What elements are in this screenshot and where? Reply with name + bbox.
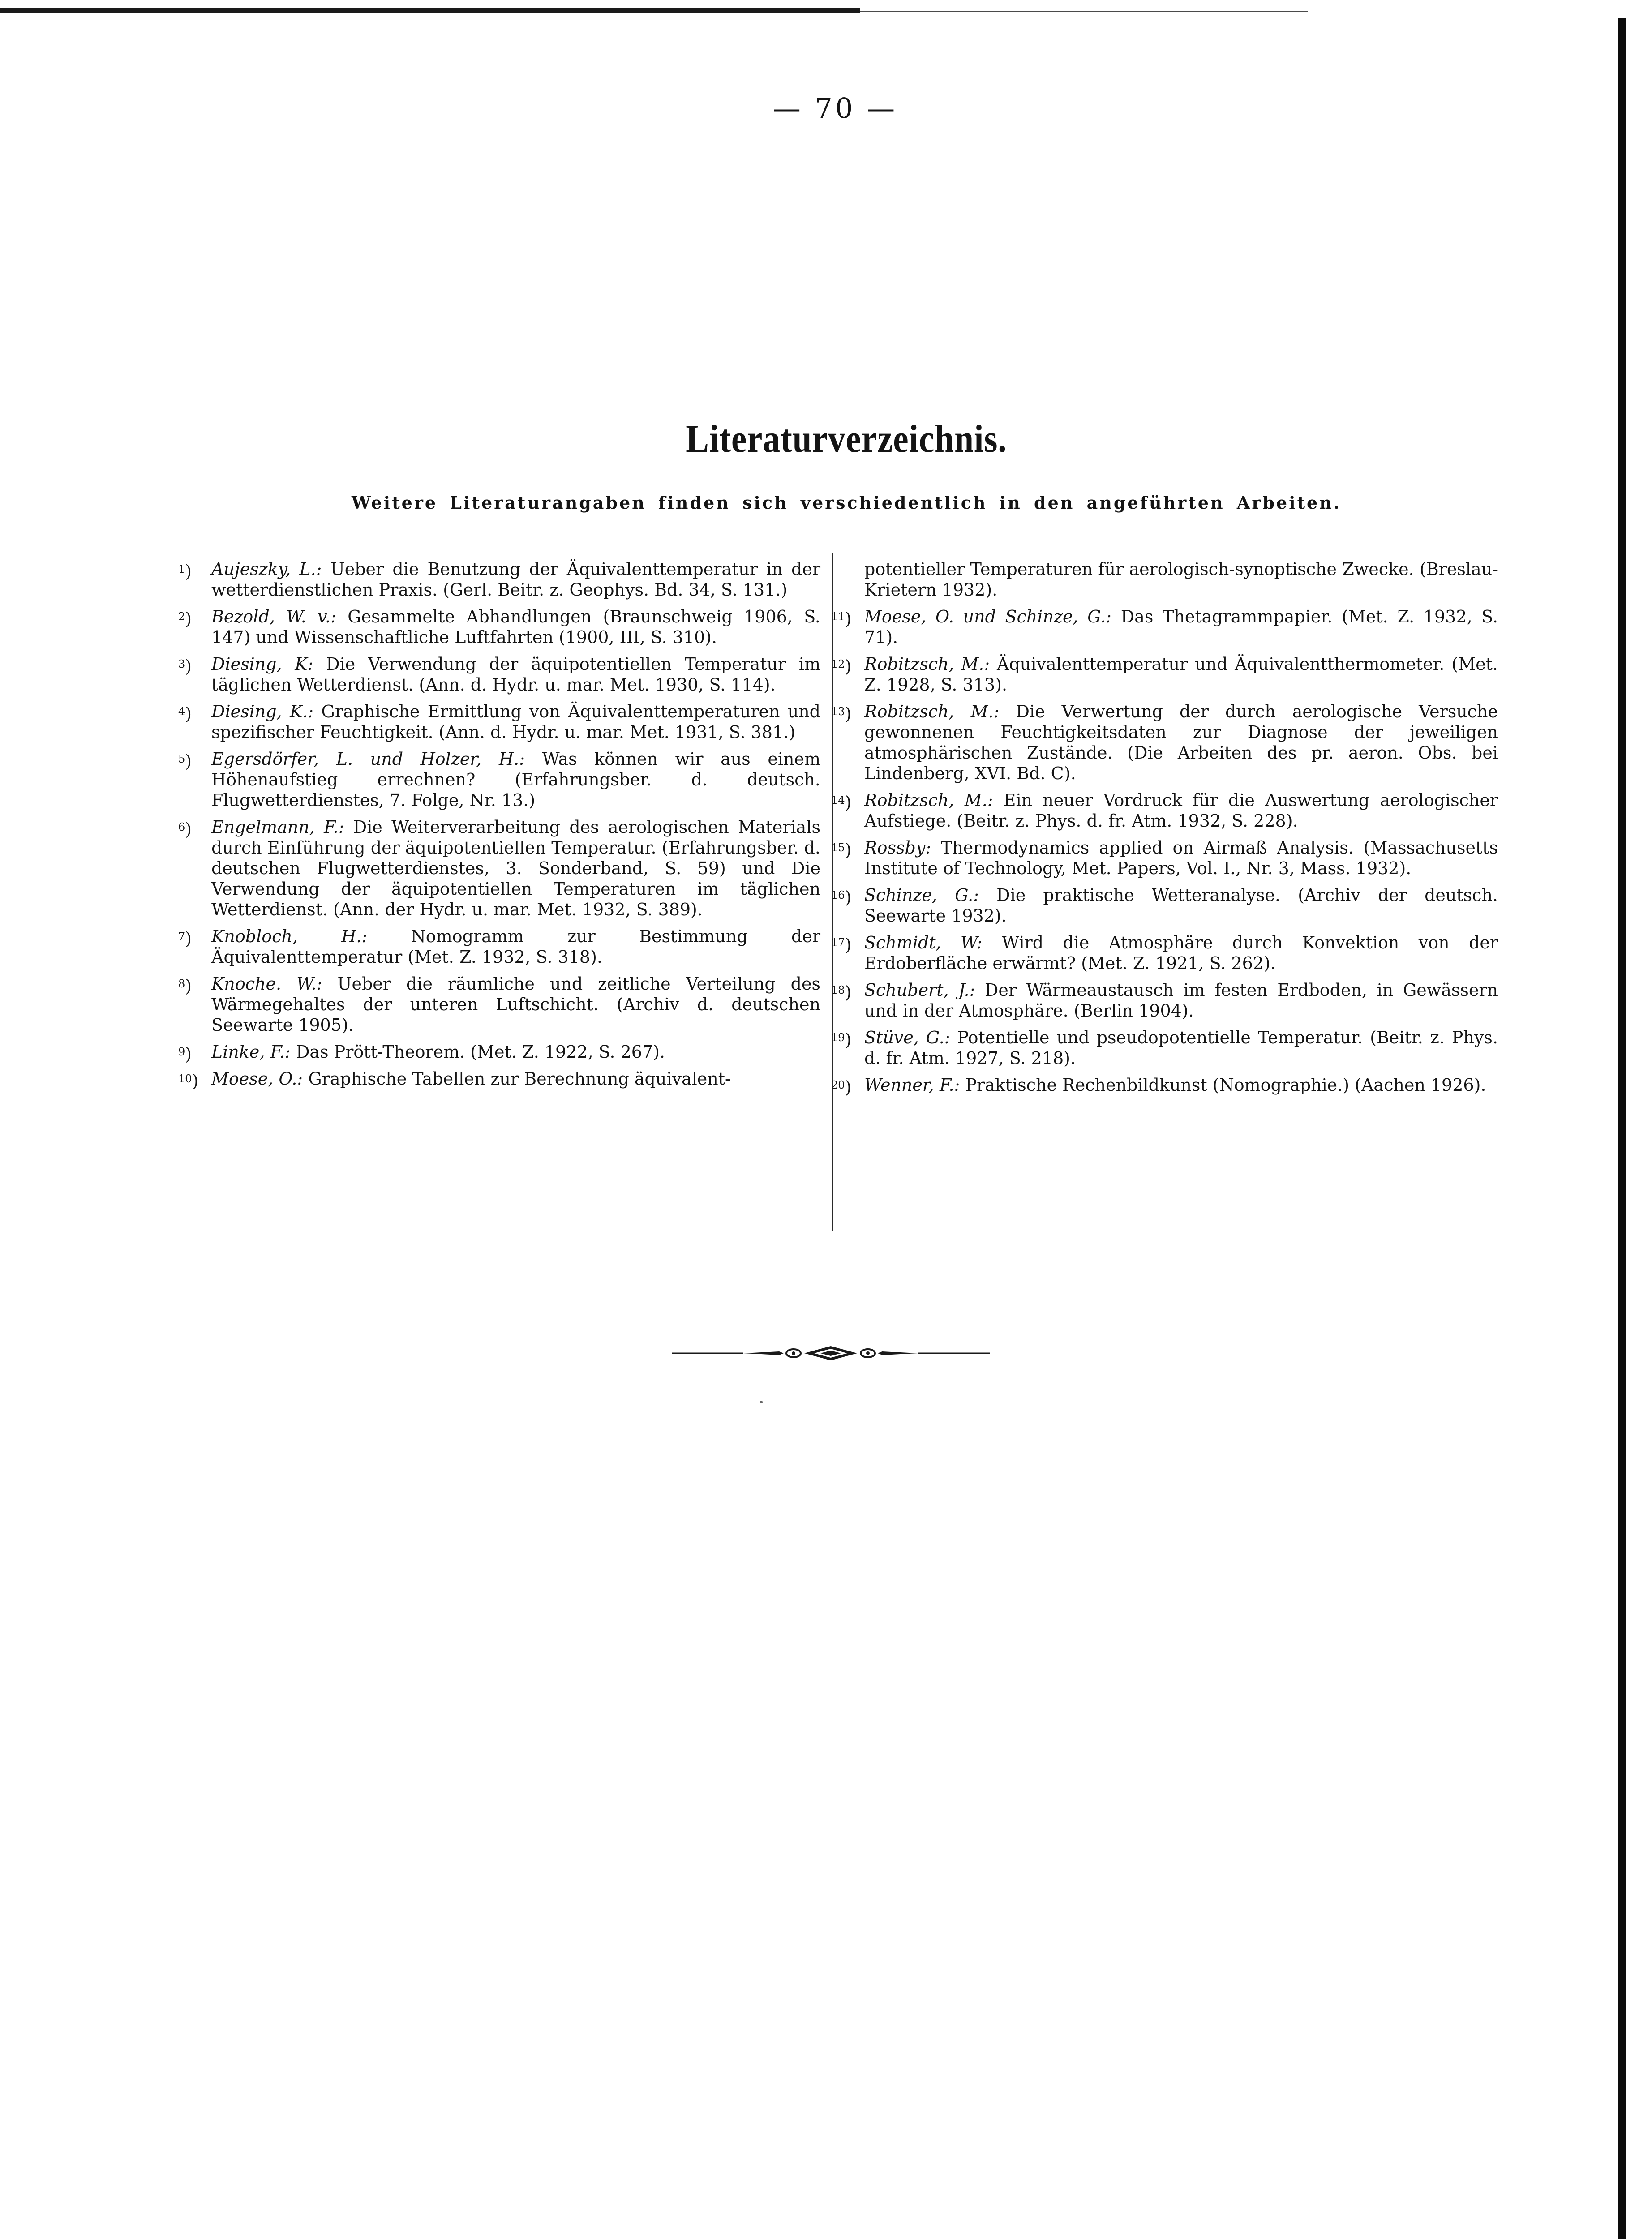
reference-entry [178, 749, 820, 811]
reference-text: Potentielle und pseudopotentielle Temperatur. (Beitr. z. Phys. d. fr. Atm. 1927, S. 218). [864, 1028, 1498, 1068]
page-edge-shadow [1618, 18, 1626, 2239]
reference-author: Moese, O. und Schinze, G.: [864, 607, 1112, 626]
reference-text: Graphische Tabellen zur Berechnung äquivalent- [303, 1069, 731, 1089]
decorative-rule-icon [672, 1343, 990, 1363]
reference-text: Die Weiterverarbeitung des aerologischen Materials durch Einführung der äquipotentiellen Temperatur. (Erfahrungsber. d. deutschen Flugwetterdienstes, 3. Sonderband, S. 59) und Die Verwendung der äquipotentiellen Temperaturen im täglichen Wetterdienst. (Ann. der Hydr. u. mar. Met. 1932, S. 389). [211, 817, 820, 919]
reference-text: Thermodynamics applied on Airmaß Analysis. (Massachusetts Institute of Technology, Met. Papers, Vol. I., Nr. 3, Mass. 1932). [864, 838, 1498, 878]
reference-number: $^{13}$) [831, 704, 852, 724]
reference-entry [178, 701, 820, 742]
page-title: Literaturverzeichnis. [686, 417, 1007, 461]
reference-author: Diesing, K.: [211, 702, 314, 721]
reference-author: Moese, O.: [211, 1069, 303, 1089]
reference-entry [178, 974, 820, 1035]
reference-entry [831, 654, 1498, 695]
reference-author: Wenner, F.: [864, 1075, 960, 1095]
reference-entry [831, 1027, 1498, 1068]
reference-entry [831, 606, 1498, 648]
reference-number: $^{15}$) [831, 840, 852, 860]
page-number: — 70 — [772, 92, 898, 124]
reference-entry [831, 837, 1498, 879]
reference-author: Schinze, G.: [864, 885, 979, 905]
references-right-column [831, 559, 1498, 1102]
reference-author: Linke, F.: [211, 1042, 291, 1062]
reference-text: Ueber die räumliche und zeitliche Verteilung des Wärmegehaltes der unteren Luftschicht. (Archiv d. deutschen Seewarte 1905). [211, 974, 820, 1035]
reference-text: Der Wärmeaustausch im festen Erdboden, in Gewässern und in der Atmosphäre. (Berlin 1904). [864, 980, 1498, 1021]
reference-continuation: potentieller Temperaturen für aerologisch-synoptische Zwecke. (Breslau-Krietern 1932). [864, 559, 1498, 600]
reference-text: Graphische Ermittlung von Äquivalenttemperaturen und spezifischer Feuchtigkeit. (Ann. d. Hydr. u. mar. Met. 1931, S. 381.) [211, 702, 820, 742]
reference-number: $^8$) [178, 976, 192, 996]
references-left-column [178, 559, 820, 1095]
reference-number: $^{19}$) [831, 1030, 852, 1050]
top-border-rule [0, 8, 860, 13]
reference-author: Robitzsch, M.: [864, 790, 993, 810]
reference-text: Das Prött-Theorem. (Met. Z. 1922, S. 267). [290, 1042, 665, 1062]
reference-number: $^{10}$) [178, 1071, 199, 1091]
reference-entry [831, 790, 1498, 831]
reference-number: $^{12}$) [831, 656, 852, 676]
reference-entry [178, 817, 820, 920]
reference-number: $^{14}$) [831, 793, 852, 812]
top-border-rule-thin [860, 11, 1308, 12]
reference-text: Praktische Rechenbildkunst (Nomographie.) (Aachen 1926). [960, 1075, 1486, 1095]
reference-number: $^{11}$) [831, 609, 852, 629]
reference-text: Das Thetagrammpapier. (Met. Z. 1932, S. 71). [864, 607, 1498, 647]
reference-entry [831, 701, 1498, 784]
reference-author: Robitzsch, M.: [864, 654, 990, 674]
reference-author: Aujeszky, L.: [211, 559, 322, 579]
reference-number: $^2$) [178, 609, 192, 629]
reference-entry [178, 654, 820, 695]
reference-author: Diesing, K: [211, 654, 313, 674]
reference-number: $^3$) [178, 656, 192, 676]
reference-entry [831, 885, 1498, 926]
reference-number: $^{18}$) [831, 982, 852, 1002]
reference-entry [178, 606, 820, 648]
reference-text: Äquivalenttemperatur und Äquivalentthermometer. (Met. Z. 1928, S. 313). [864, 654, 1498, 695]
reference-entry [831, 932, 1498, 974]
reference-text: Die Verwendung der äquipotentiellen Temperatur im täglichen Wetterdienst. (Ann. d. Hydr. u. mar. Met. 1930, S. 114). [211, 654, 820, 695]
reference-number: $^9$) [178, 1044, 192, 1064]
reference-number: $^4$) [178, 704, 192, 724]
print-speck [760, 1401, 763, 1403]
reference-author: Egersdörfer, L. und Holzer, H.: [211, 749, 525, 769]
reference-author: Schubert, J.: [864, 980, 975, 1000]
reference-entry [178, 559, 820, 600]
reference-author: Rossby: [864, 838, 931, 858]
reference-number: $^7$) [178, 929, 192, 948]
reference-text: Gesammelte Abhandlungen (Braunschweig 1906, S. 147) und Wissenschaftliche Luftfahrten (1900, III, S. 310). [211, 607, 820, 647]
reference-text: Ein neuer Vordruck für die Auswertung aerologischer Aufstiege. (Beitr. z. Phys. d. fr. Atm. 1932, S. 228). [864, 790, 1498, 831]
reference-author: Knobloch, H.: [211, 926, 368, 946]
reference-author: Bezold, W. v.: [211, 607, 336, 626]
reference-entry [831, 980, 1498, 1021]
reference-text: Die Verwertung der durch aerologische Versuche gewonnenen Feuchtigkeitsdaten zur Diagnose der jeweiligen atmosphärischen Zustände. (Die Arbeiten des pr. aeron. Obs. bei Lindenberg, XVI. Bd. C). [864, 702, 1498, 783]
reference-entry [178, 926, 820, 967]
reference-number: $^{16}$) [831, 888, 852, 907]
reference-author: Robitzsch, M.: [864, 702, 1000, 721]
reference-author: Knoche. W.: [211, 974, 322, 994]
reference-number: $^{20}$) [831, 1077, 852, 1097]
reference-number: $^5$) [178, 751, 192, 771]
reference-text: Ueber die Benutzung der Äquivalenttemperatur in der wetterdienstlichen Praxis. (Gerl. Beitr. z. Geophys. Bd. 34, S. 131.) [211, 559, 820, 600]
reference-author: Schmidt, W: [864, 933, 983, 952]
reference-text: Was können wir aus einem Höhenaufstieg errechnen? (Erfahrungsber. d. deutsch. Flugwetterdienstes, 7. Folge, Nr. 13.) [211, 749, 820, 810]
reference-entry [178, 1068, 820, 1091]
reference-number: $^{17}$) [831, 935, 852, 955]
reference-text: Die praktische Wetteranalyse. (Archiv der deutsch. Seewarte 1932). [864, 885, 1498, 926]
reference-text: Wird die Atmosphäre durch Konvektion von der Erdoberfläche erwärmt? (Met. Z. 1921, S. 262). [864, 933, 1498, 973]
reference-author: Engelmann, F.: [211, 817, 344, 837]
reference-author: Stüve, G.: [864, 1028, 950, 1047]
reference-text: Nomogramm zur Bestimmung der Äquivalenttemperatur (Met. Z. 1932, S. 318). [211, 926, 820, 967]
reference-entry [178, 1042, 820, 1064]
reference-number: $^1$) [178, 562, 192, 581]
page-subtitle: Weitere Literaturangaben finden sich verschiedentlich in den angeführten Arbeiten. [351, 493, 1342, 513]
reference-number: $^6$) [178, 819, 192, 839]
reference-entry [831, 1075, 1498, 1097]
